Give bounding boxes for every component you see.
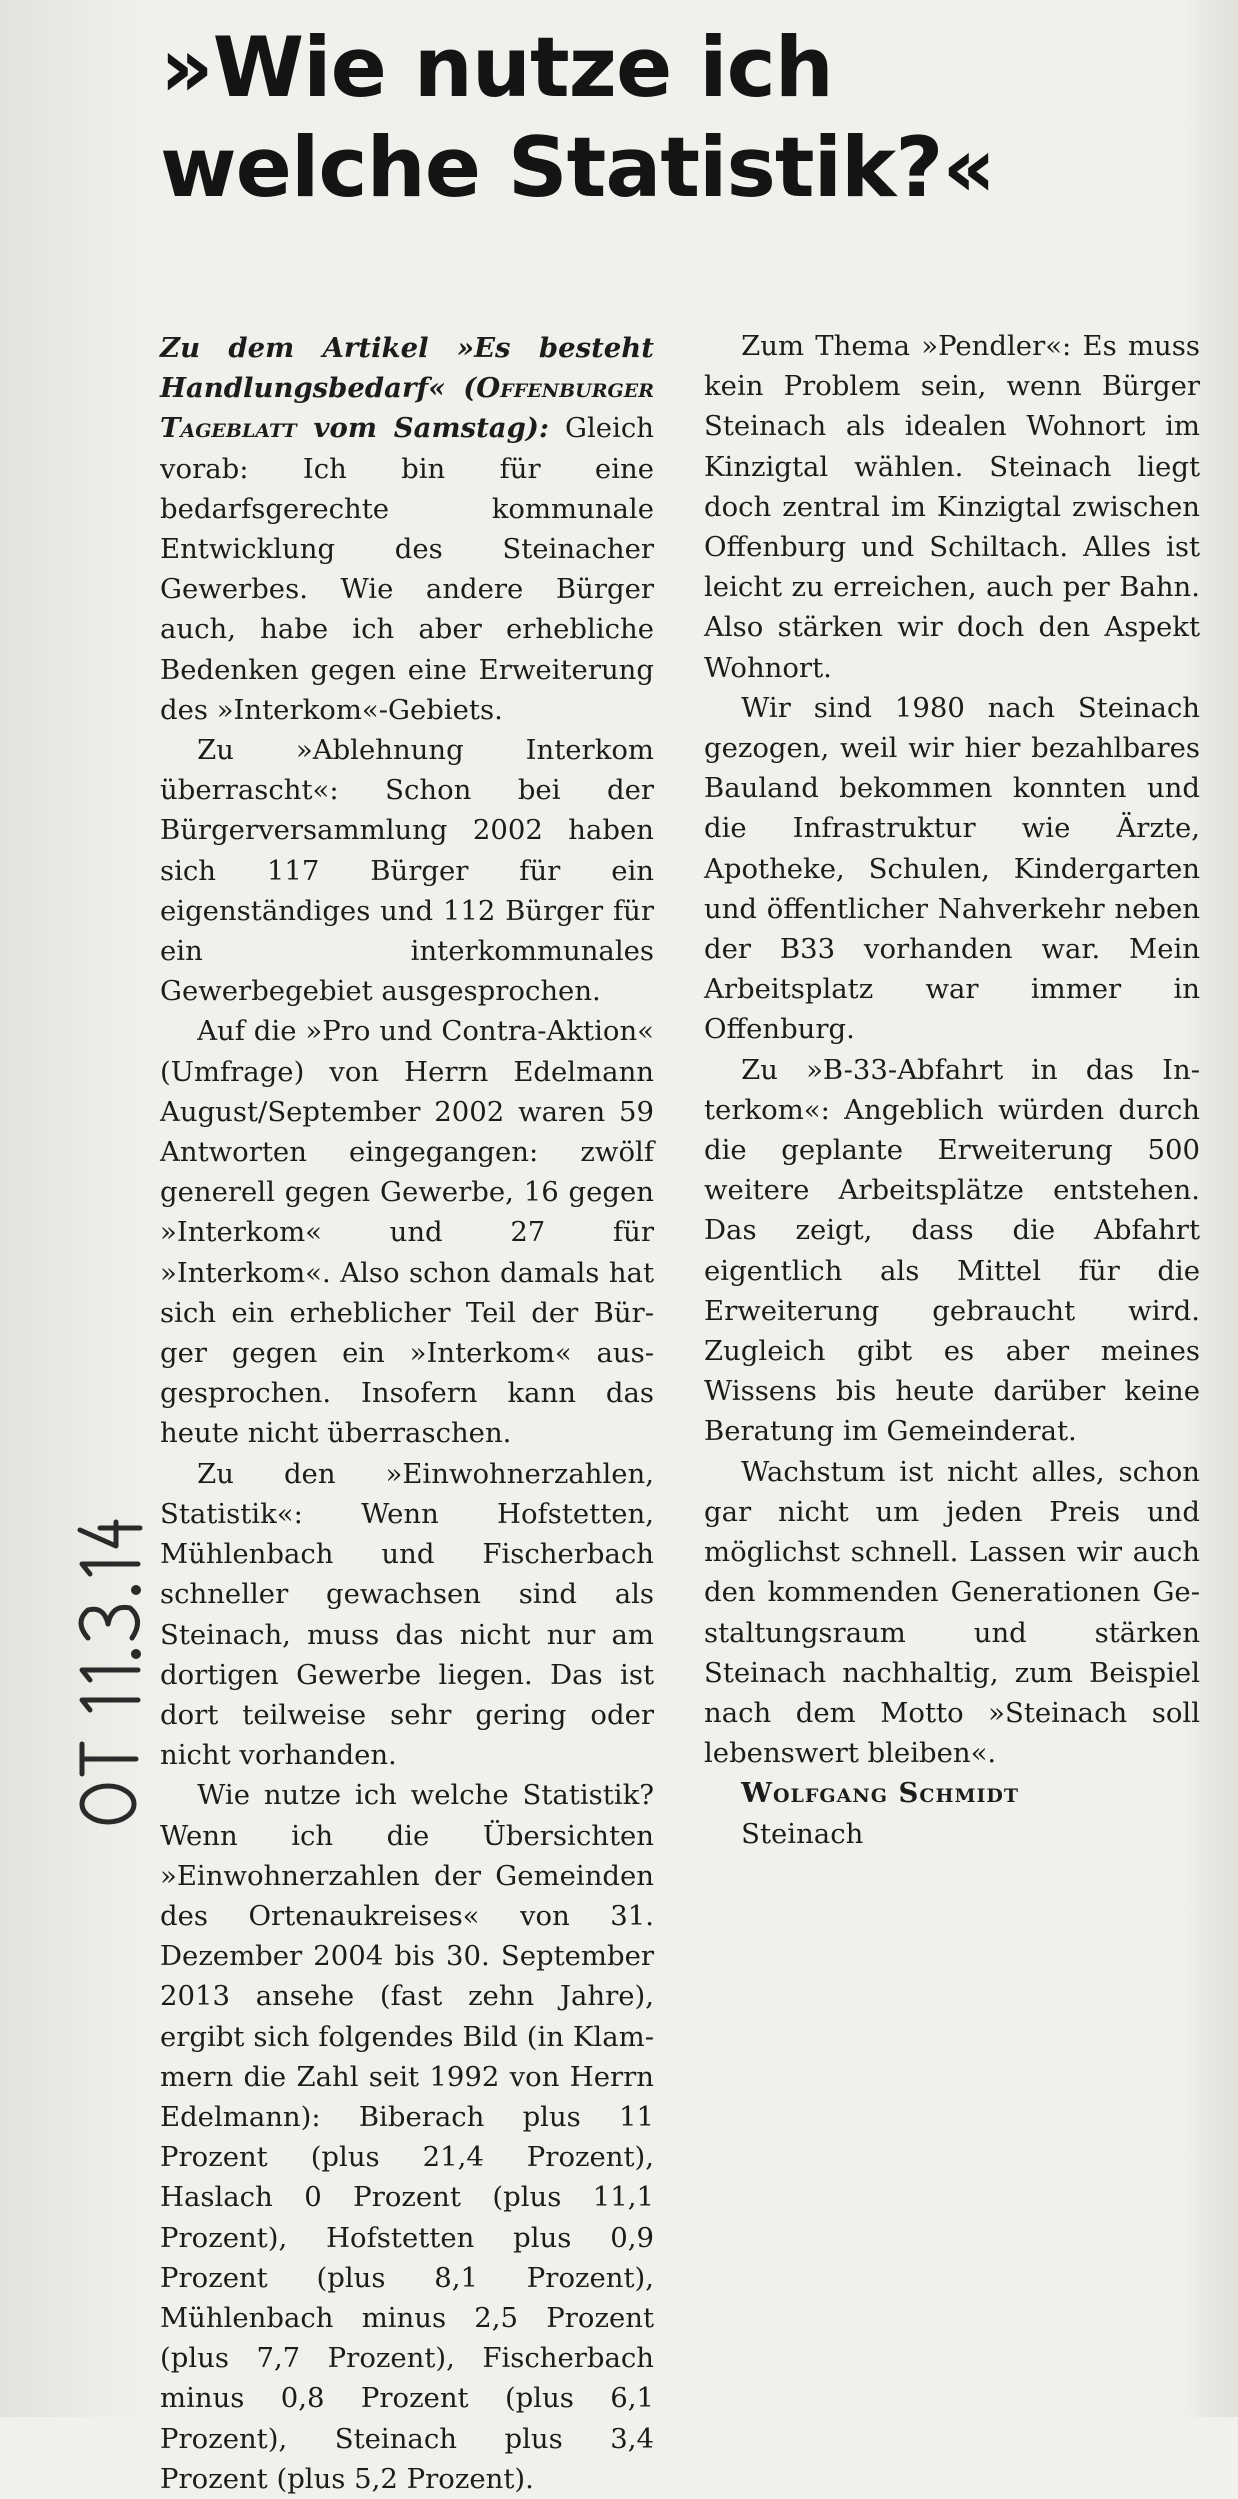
headline-line-2: welche Statistik?« [160,119,995,216]
paragraph-statistik: Wie nutze ich welche Statistik? Wenn ich die Übersichten »Einwohnerzahlen der Gemeinden des Ortenaukreises« von 31. Dezember 2004 bis 30. September 2013 ansehe (fast zehn Jahre), ergibt sich folgendes Bild (in Klammern die Zahl seit 1992 von Herrn Edelmann): Biberach plus 11 Prozent (plus 21,4 Prozent), Haslach 0 Prozent (plus 11,1 Prozent), Hofstetten plus 0,9 Prozent (plus 8,1 Prozent), Mühlenbach minus 2,5 Prozent (plus 7,7 Prozent), Fischerbach minus 0,8 Prozent (plus 6,1 Prozent), Steinach plus 3,4 Prozent (plus 5,2 Prozent). [160,1779,654,2495]
paragraph-b33: Zu »B-33-Abfahrt in das Interkom«: Angeblich würden durch die geplante Erweiterung 500 weitere Arbeitsplätze entstehen. Das zeigt, dass die Abfahrt eigentlich als Mittel für die Erweiterung gebraucht wird. Zugleich gibt es aber meines Wissens bis heute darüber keine Beratung im Gemeinderat. [704,1053,1200,1448]
paragraph-interkom: Zu »Ablehnung Interkom überrascht«: Schon bei der Bürgerversammlung 2002 haben sich 117 Bürger für ein eigenständiges und 112 Bürger für ein interkommunales Gewerbegebiet ausgesprochen. [160,734,654,1008]
article-column-left [160,328,654,2499]
author-place: Steinach [741,1817,864,1850]
handwritten-date-note [60,1510,150,1830]
paragraph-bauland: Wir sind 1980 nach Steinach gezogen, weil wir hier bezahlbares Bauland bekommen konnten und die Infrastruktur wie Ärzte, Apotheke, Schulen, Kindergarten und öffentlicher Nahverkehr neben der B33 vorhanden war. Mein Arbeitsplatz war immer in Offenburg. [704,691,1200,1046]
intro-body: Gleich vorab: Ich bin für eine bedarfsgerechte kommunale Entwicklung des Steinacher Gewerbes. Wie andere Bürger auch, habe ich aber erhebliche Bedenken gegen eine Erweiterung des »Interkom«-Gebiets. [160,412,654,726]
article-column-right [704,326,1200,1854]
paragraph-wachstum: Wachstum ist nicht alles, schon gar nicht um jeden Preis und möglichst schnell. Lassen wir auch den kommenden Generationen Gestaltungsraum und stärken Steinach nachhaltig, zum Beispiel nach dem Motto »Steinach soll lebenswert bleiben«. [704,1455,1200,1770]
intro-reference: Zu dem Artikel »Es besteht Handlungsbedarf« (Offenburger Tageblatt vom Samstag): [160,332,654,445]
paragraph-umfrage: Auf die »Pro und Contra-Aktion« (Umfrage) von Herrn Edelmann August/September 2002 waren 59 Antworten eingegangen: zwölf generell gegen Gewerbe, 16 gegen »Interkom« und 27 für »Interkom«. Also schon damals hat sich ein erheblicher Teil der Bürger gegen ein »Interkom« ausgesprochen. Insofern kann das heute nicht überraschen. [160,1015,654,1450]
author-name: Wolfgang Schmidt [741,1777,1020,1810]
newspaper-name: Offenburger Tageblatt [160,372,654,445]
paragraph-einwohnerzahlen: Zu den »Einwohnerzahlen, Statistik«: Wenn Hofstetten, Mühlenbach und Fischerbach schneller gewachsen sind als Steinach, muss das nicht nur am dortigen Gewerbe liegen. Das ist dort teilweise sehr gering oder nicht vorhanden. [160,1457,654,1772]
left-page-bleed [0,0,150,2417]
paragraph-intro [160,328,654,730]
headline-line-1: »Wie nutze ich [160,19,833,116]
paragraph-pendler: Zum Thema »Pendler«: Es muss kein Problem sein, wenn Bürger Steinach als idealen Wohnort im Kinzigtal wählen. Steinach liegt doch zentral im Kinzigtal zwischen Offenburg und Schiltach. Alles ist leicht zu erreichen, auch per Bahn. Also stärken wir doch den Aspekt Wohnort. [704,330,1200,684]
article-headline [160,18,1160,218]
